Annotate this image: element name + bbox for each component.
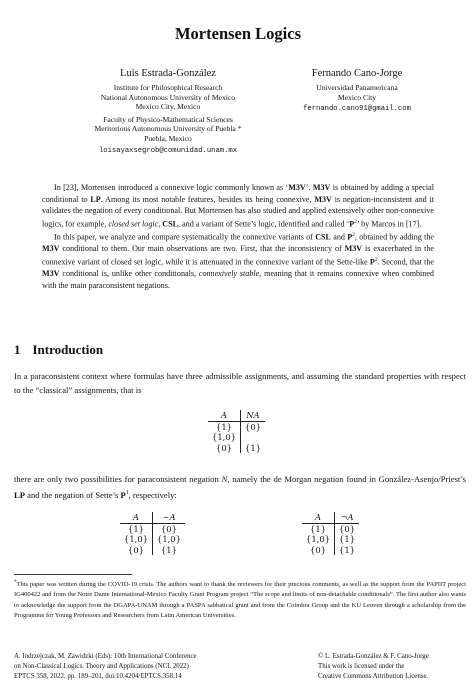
- table-cell: {1}: [160, 544, 177, 555]
- truth-table-sette-negation: [302, 512, 359, 555]
- table-cell: {0}: [338, 523, 355, 534]
- author-affiliation: Mexico City, Mexico: [135, 102, 201, 112]
- table-cell: {0}: [302, 545, 334, 556]
- table-cell: {0}: [160, 523, 177, 534]
- footnote: [14, 578, 466, 621]
- author-block-1: [58, 68, 278, 156]
- table-cell: {0}: [208, 443, 240, 454]
- author-affiliation: Meritorious Autonomous University of Puebla *: [94, 124, 242, 134]
- table-cell: {1,0}: [120, 534, 152, 545]
- author-name: Fernando Cano-Jorge: [311, 68, 403, 79]
- author-affiliation: National Autonomous University of Mexico: [100, 92, 236, 102]
- abstract-paragraph-2: In this paper, we analyze and compare systematically the connexive variants of CSL and $P^2$, obtained by adding the M3V conditional to them. Our main observations are two. First, that the inconsistency of M3V is exacerbated in the connexive variant of closed set logic, while it is attenuated in the connexive variant of the Sette-like $P^2$. Second, that the M3V conditional is, unlike other conditionals, connexively stable, meaning that it remains connexive when combined with the main paraconsistent negations.: [42, 232, 435, 290]
- footnote-mark: *: [14, 580, 17, 585]
- footnote-text: This paper was written during the COVID-19 crisis. The authors want to thank the reviewers for their precious comments, as well as the support from the PAPIIT project IG400422 and from the Notre Dame International-Mexico Faculty Grant Program project “The scope and limits of non-detachable conditionals”. The first author also wants to acknowledge the support from the DGAPA-UNAM through a PASPA sabbatical grant and from the Coimbra Group and the KU Leuven through a scholarship from the Programme for Young Professors and Researchers from Latin American Universities.: [14, 581, 466, 620]
- paper-title: Mortensen Logics: [174, 24, 302, 43]
- author-affiliation: Universidad Panamericana: [316, 83, 398, 92]
- section-number: 1: [14, 342, 21, 357]
- table-cell: [240, 432, 265, 443]
- author-block-2: [262, 68, 452, 114]
- table-header: ¬A: [334, 512, 359, 523]
- license-link[interactable]: Creative Commons Attribution License.: [318, 673, 429, 681]
- table-cell: {1}: [302, 523, 334, 534]
- author-affiliation: Puebla, Mexico: [144, 133, 192, 143]
- abstract-paragraph-1: In [23], Mortensen introduced a connexive logic commonly known as ‘M3V’. M3V is obtained by adding a special conditional to LP. Among its most notable features, besides its being connexive, M3V is negation-inconsistent and it validates the negation of every conditional. But Mortensen has also studied and applied extensively other non-connexive logics, for example, closed set logic, CSL, and a variant of Sette’s logic, identified and called ‘$P^2$’ by Marcos in [17].: [42, 183, 434, 229]
- table-cell: {0}: [120, 545, 152, 556]
- table-header: NA: [240, 410, 265, 421]
- table-header: ∼A: [152, 512, 184, 523]
- author-affiliation: Institute for Philosophical Research: [113, 83, 223, 92]
- intro-paragraph-1: In a paraconsistent context where formulas have three admissible assignments, and assuming the standard properties with respect to the “classical” assignments, that is: [14, 371, 466, 395]
- footer-publication-info: A. Indrzejczak, M. Zawidzki (Eds): 10th International Conference on Non-Classical Logics. Theory and Applications (NCL 2022) EPTCS 358, 2022, pp. 189–201, doi:10.4204/EPTCS.358.14: [14, 652, 197, 683]
- table-cell: {1,0}: [156, 534, 181, 545]
- truth-table-negation-values: [208, 410, 265, 453]
- doi-link[interactable]: EPTCS 358, 2022, pp. 189–201, doi:10.4204/EPTCS.358.14: [14, 673, 182, 681]
- table-cell: {0}: [244, 421, 261, 432]
- table-cell: {1}: [120, 523, 152, 534]
- author-affiliation: Faculty of Physico-Mathematical Sciences: [103, 114, 233, 124]
- section-heading: [14, 342, 103, 358]
- table-cell: {1,0}: [208, 432, 240, 443]
- author-affiliation: Mexico City: [337, 92, 377, 102]
- table-cell: {1,0}: [302, 534, 334, 545]
- table-header: A: [302, 512, 334, 523]
- footer-license: © L. Estrada-González & F. Cano-Jorge This work is licensed under the Creative Commons Attribution License.: [318, 652, 429, 683]
- author-email[interactable]: loisayaxsegrob@comunidad.unam.mx: [98, 146, 238, 155]
- table-cell: {1}: [208, 421, 240, 432]
- author-email[interactable]: fernando.cano91@gmail.com: [303, 105, 411, 114]
- table-header: A: [120, 512, 152, 523]
- table-cell: {1}: [338, 544, 355, 555]
- abstract: [42, 182, 434, 291]
- author-name: Luis Estrada-González: [120, 68, 216, 79]
- table-header: A: [208, 410, 240, 421]
- intro-paragraph-2: there are only two possibilities for paraconsistent negation N, namely the de Morgan negation found in González-Asenjo/Priest’s LP and the negation of Sette’s $P^1$, respectively:: [14, 474, 466, 500]
- footnote-rule: [14, 574, 132, 575]
- table-cell: {1}: [338, 534, 355, 545]
- section-title: Introduction: [32, 342, 104, 357]
- truth-table-de-morgan-negation: [120, 512, 185, 555]
- table-cell: {1}: [244, 442, 261, 453]
